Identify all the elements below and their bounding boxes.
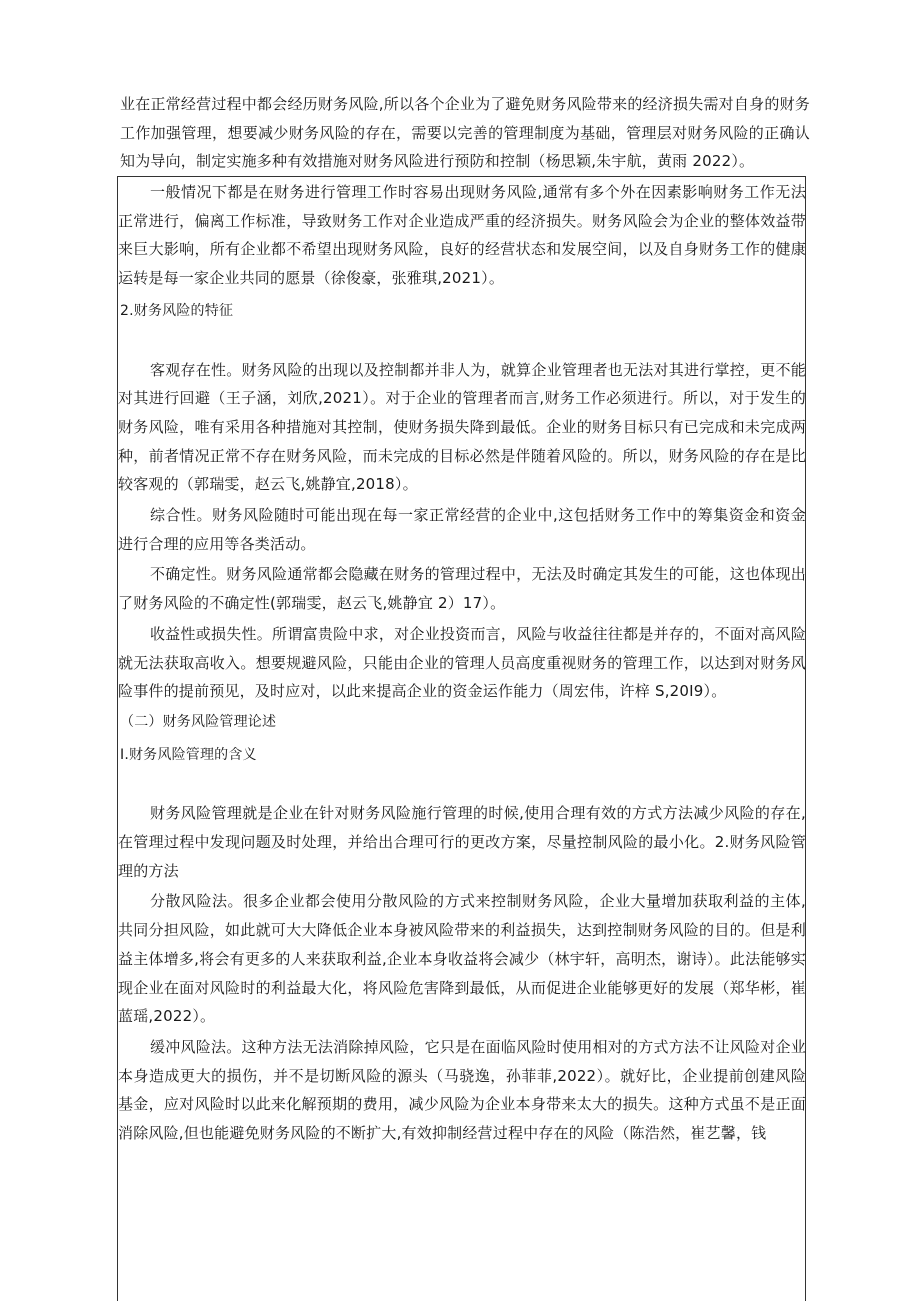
paragraph-diversify: 分散风险法。很多企业都会使用分散风险的方式来控制财务风险，企业大量增加获取利益的主体,共同分担风险，如此就可大大降低企业本身被风险带来的利益损失，达到控制财务风险的目的。但是利益主体增多,将会有更多的人来获取利益,企业本身收益将会减少（林宇轩，高明杰，谢诗）。此法能够实现企业在面对风险时的利益最大化，将风险危害降到最低，从而促进企业能够更好的发展（郑华彬，崔蓝瑶,2022）。 [118,892,806,1026]
paragraph-meaning: 财务风险管理就是企业在针对财务风险施行管理的时候,使用合理有效的方式方法减少风险的存在,在管理过程中发现问题及时处理，并给出合理可行的更改方案，尽量控制风险的最小化。2.财务风险管理的方法 [118,804,806,880]
heading-features: 2.财务风险的特征 [120,302,234,319]
paragraph-comprehensive: 综合性。财务风险随时可能出现在每一家正常经营的企业中,这包括财务工作中的筹集资金和资金进行合理的应用等各类活动。 [118,506,806,553]
section-content [118,178,806,1148]
paragraph-buffer: 缓冲风险法。这种方法无法消除掉风险，它只是在面临风险时使用相对的方式方法不让风险对企业本身造成更大的损伤，并不是切断风险的源头（马骁逸，孙菲菲,2022）。就好比，企业提前创建风险基金，应对风险时以此来化解预期的费用，减少风险为企业本身带来太大的损失。这种方式虽不是正面消除风险,但也能避免财务风险的不断扩大,有效抑制经营过程中存在的风险（陈浩然，崔艺馨，钱 [118,1037,806,1143]
intro-paragraph: 业在正常经营过程中都会经历财务风险,所以各个企业为了避免财务风险带来的经济损失需对自身的财务工作加强管理，想要减少财务风险的存在，需要以完善的管理制度为基础，管理层对财务风险的正确认知为导向，制定实施多种有效措施对财务风险进行预防和控制（杨思颖,朱宇航，黄雨 2022）。 [120,95,810,170]
heading-management: （二）财务风险管理论述 [120,713,277,730]
spacer [118,326,806,356]
paragraph-profit-loss: 收益性或损失性。所谓富贵险中求，对企业投资而言，风险与收益往往都是并存的，不面对高风险就无法获取高收入。想要规避风险，只能由企业的管理人员高度重视财务的管理工作，以达到对财务风险事件的提前预见，及时应对，以此来提高企业的资金运作能力（周宏伟，许梓 S,20I9）。 [118,624,806,701]
heading-meaning: I.财务风险管理的含义 [120,746,257,763]
paragraph-uncertainty: 不确定性。财务风险通常都会隐藏在财务的管理过程中，无法及时确定其发生的可能，这也体现出了财务风险的不确定性(郭瑞雯，赵云飞,姚静宜 2）17）。 [118,565,806,613]
paragraph-objective: 客观存在性。财务风险的出现以及控制都并非人为，就算企业管理者也无法对其进行掌控，更不能对其进行回避（王子涵，刘欣,2021）。对于企业的管理者而言,财务工作必须进行。所以，对于发生的财务风险，唯有采用各种措施对其控制，使财务损失降到最低。企业的财务目标只有已完成和未完成两种，前者情况正常不存在财务风险，而未完成的目标必然是伴随着风险的。所以，财务风险的存在是比较客观的（郭瑞雯，赵云飞,姚静宜,2018）。 [118,360,806,494]
paragraph-general: 一般情况下都是在财务进行管理工作时容易出现财务风险,通常有多个外在因素影响财务工作无法正常进行，偏离工作标准，导致财务工作对企业造成严重的经济损失。财务风险会为企业的整体效益带来巨大影响，所有企业都不希望出现财务风险，良好的经营状态和发展空间，以及自身财务工作的健康运转是每一家企业共同的愿景（徐俊豪，张雅琪,2021）。 [118,183,806,288]
spacer [118,769,806,799]
